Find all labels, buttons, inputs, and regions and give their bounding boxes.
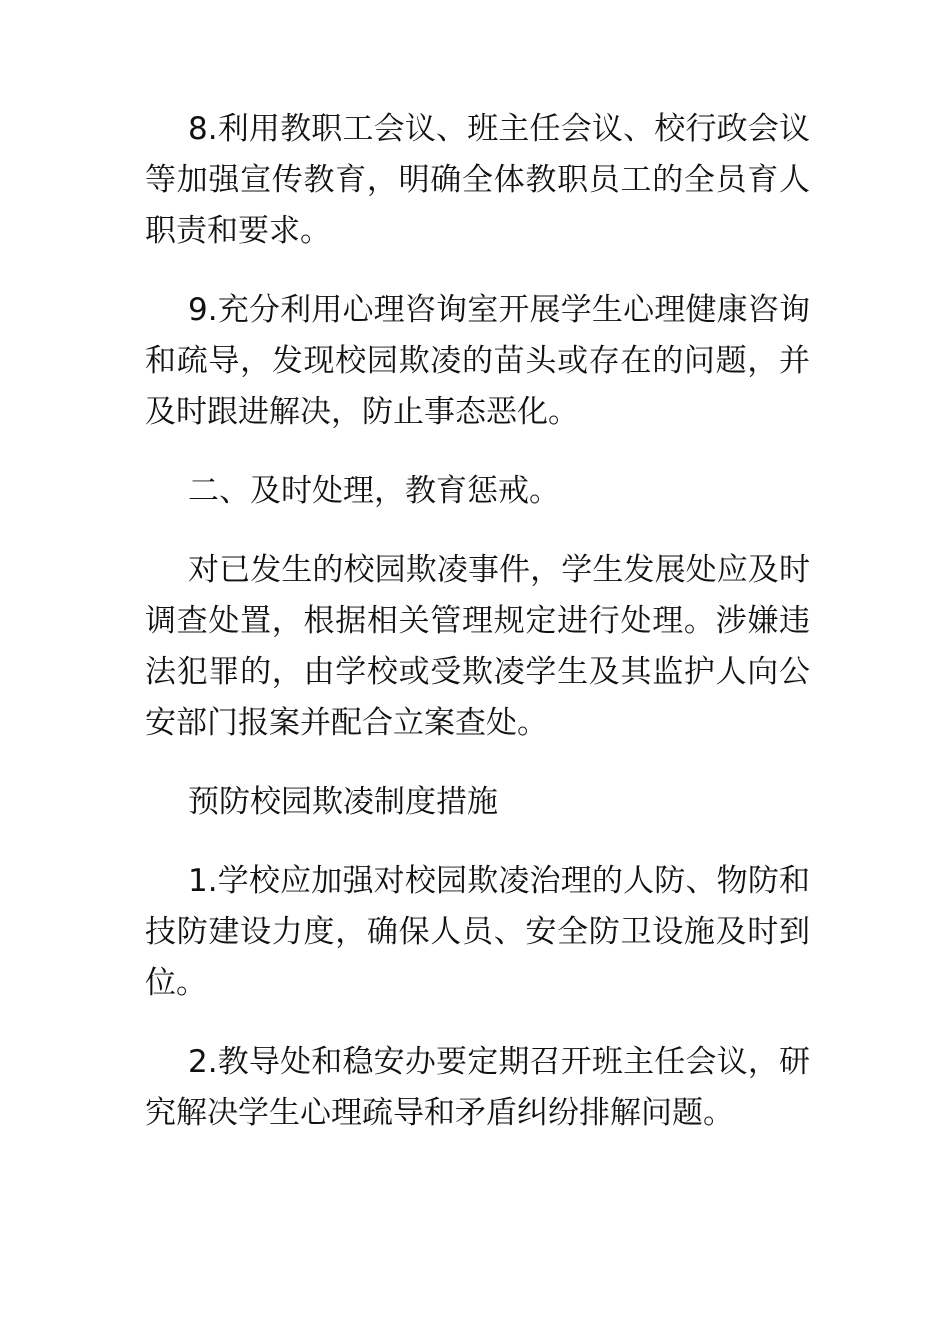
paragraph-item-8: 8.利用教职工会议、班主任会议、校行政会议等加强宣传教育，明确全体教职员工的全员育人职责和要求。	[145, 111, 810, 249]
paragraph-measure-2: 2.教导处和稳安办要定期召开班主任会议，研究解决学生心理疏导和矛盾纠纷排解问题。	[145, 1044, 810, 1131]
document-body	[145, 104, 810, 1139]
paragraph-handling: 对已发生的校园欺凌事件，学生发展处应及时调查处置，根据相关管理规定进行处理。涉嫌违法犯罪的，由学校或受欺凌学生及其监护人向公安部门报案并配合立案查处。	[145, 552, 810, 741]
paragraph-item-9: 9.充分利用心理咨询室开展学生心理健康咨询和疏导，发现校园欺凌的苗头或存在的问题，并及时跟进解决，防止事态恶化。	[145, 292, 810, 430]
section-heading-2: 二、及时处理，教育惩戒。	[188, 473, 560, 509]
section-title-measures: 预防校园欺凌制度措施	[188, 784, 498, 820]
paragraph-measure-1: 1.学校应加强对校园欺凌治理的人防、物防和技防建设力度，确保人员、安全防卫设施及时到位。	[145, 863, 810, 1001]
